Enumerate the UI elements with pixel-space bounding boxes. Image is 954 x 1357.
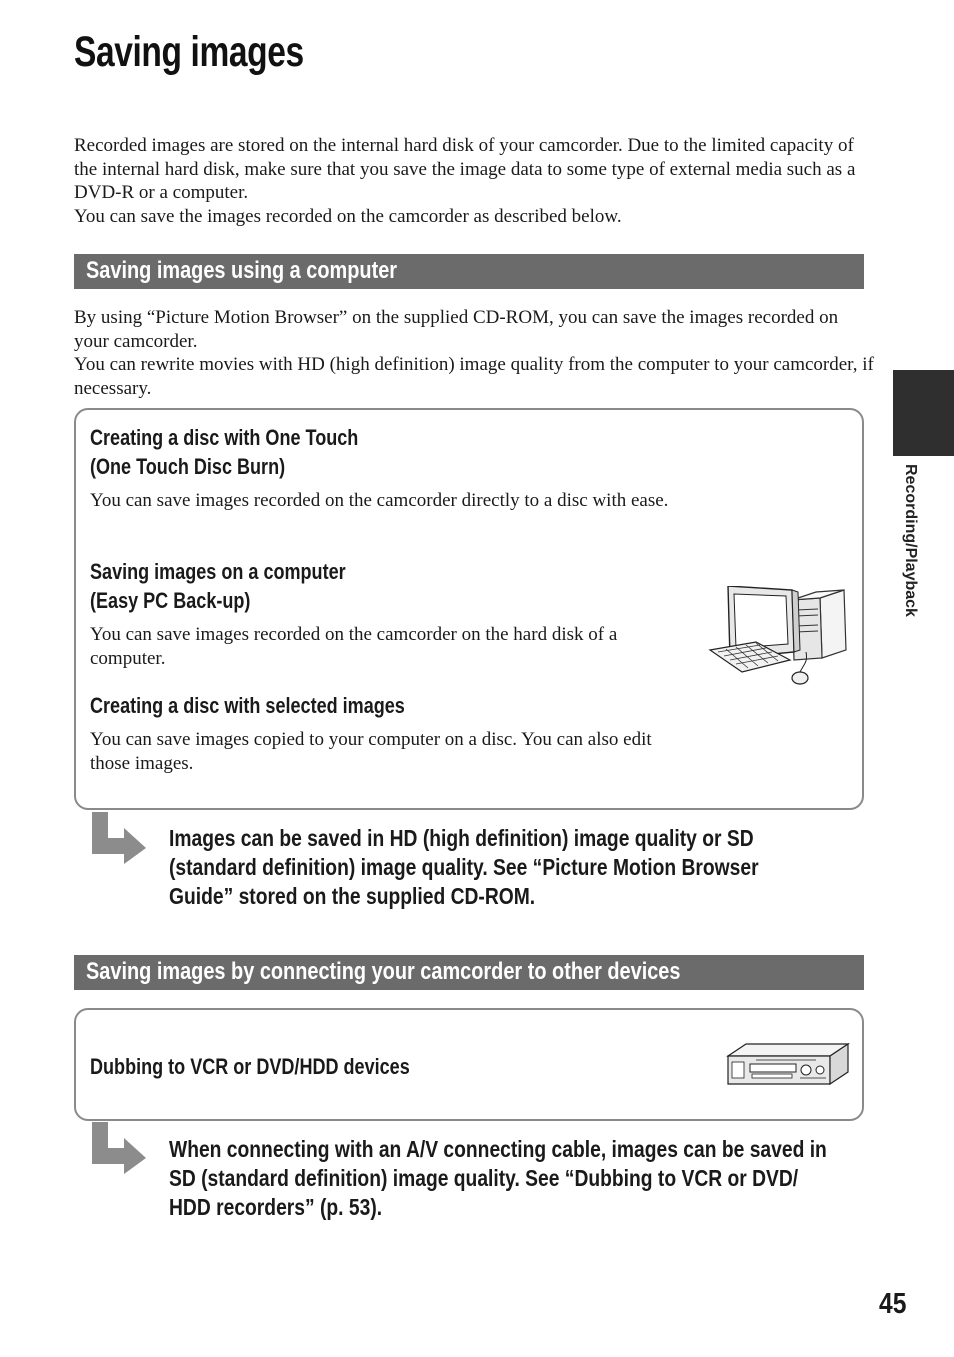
item-easy-pc-title-line-1: Saving images on a computer	[90, 559, 346, 584]
vcr-recorder-illustration	[726, 1042, 852, 1086]
chapter-tab-label	[897, 464, 921, 639]
chapter-tab-label-text: Recording/Playback	[902, 464, 919, 617]
section-heading-devices	[74, 955, 864, 990]
item-dubbing-title	[90, 1052, 410, 1081]
computer-options-box	[74, 408, 864, 810]
item-one-touch-title	[90, 423, 358, 481]
computer-note-line-3: Guide” stored on the supplied CD-ROM.	[169, 883, 536, 909]
page-title: Saving images	[74, 28, 304, 76]
devices-note-line-3: HDD recorders” (p. 53).	[169, 1194, 383, 1220]
section-heading-devices-label: Saving images by connecting your camcorder to other devices	[86, 958, 681, 985]
chapter-tab	[893, 370, 954, 456]
item-one-touch-text: You can save images recorded on the camcorder directly to a disc with ease.	[90, 490, 669, 511]
item-easy-pc-title-line-2: (Easy PC Back-up)	[90, 588, 251, 613]
intro-paragraph-1: Recorded images are stored on the internal hard disk of your camcorder. Due to the limited capacity of the internal hard disk, make sure that you save the image data to some type of external media such as a DVD-R or a computer.	[74, 135, 856, 203]
note-arrow-icon	[88, 1122, 148, 1174]
devices-note-line-1: When connecting with an A/V connecting cable, images can be saved in	[169, 1136, 827, 1162]
item-one-touch-title-line-2: (One Touch Disc Burn)	[90, 454, 286, 479]
intro-text	[74, 134, 874, 228]
intro-paragraph-2: You can save the images recorded on the camcorder as described below.	[74, 205, 622, 227]
devices-note	[169, 1135, 874, 1222]
devices-options-box	[74, 1008, 864, 1121]
item-selected-images-title	[90, 691, 405, 720]
devices-note-line-2: SD (standard definition) image quality. See “Dubbing to VCR or DVD/	[169, 1165, 799, 1191]
section-heading-computer-label: Saving images using a computer	[86, 257, 398, 284]
section-computer-text	[74, 306, 874, 400]
section-computer-paragraph-2: You can rewrite movies with HD (high definition) image quality from the computer to your camcorder, if necessary.	[74, 354, 874, 399]
desktop-computer-illustration	[708, 586, 854, 690]
computer-note-line-1: Images can be saved in HD (high definition) image quality or SD	[169, 825, 754, 851]
section-computer-paragraph-1: By using “Picture Motion Browser” on the supplied CD-ROM, you can save the images recorded on your camcorder.	[74, 307, 839, 352]
item-one-touch-title-line-1: Creating a disc with One Touch	[90, 425, 359, 450]
note-arrow-icon	[88, 812, 148, 864]
item-dubbing-title-line-1: Dubbing to VCR or DVD/HDD devices	[90, 1054, 410, 1079]
computer-note-line-2: (standard definition) image quality. See “Picture Motion Browser	[169, 854, 759, 880]
item-selected-images-title-line-1: Creating a disc with selected images	[90, 693, 405, 718]
page-number: 45	[879, 1288, 907, 1320]
item-selected-images-text: You can save images copied to your computer on a disc. You can also edit those images.	[90, 729, 652, 774]
item-easy-pc-text: You can save images recorded on the camcorder on the hard disk of a computer.	[90, 624, 618, 669]
item-easy-pc-title	[90, 557, 346, 615]
section-heading-computer	[74, 254, 864, 289]
computer-note	[169, 824, 874, 911]
